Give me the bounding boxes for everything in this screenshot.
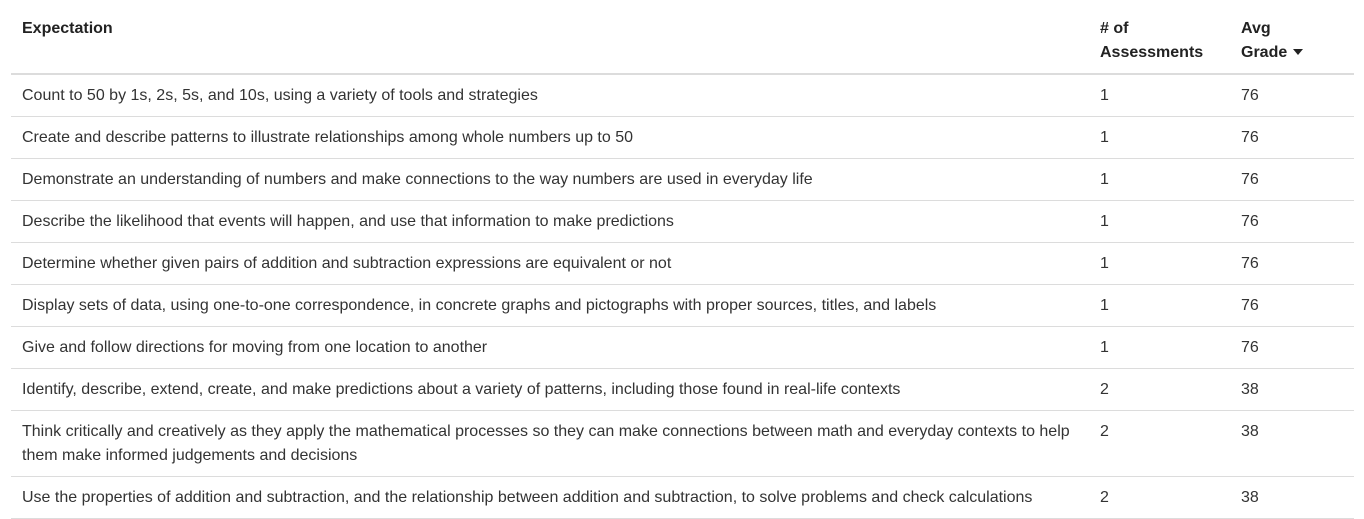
table-row bbox=[11, 75, 1354, 117]
avg-grade-cell: 76 bbox=[1241, 213, 1259, 230]
avg-grade-cell: 76 bbox=[1241, 297, 1259, 314]
avg-grade-cell: 38 bbox=[1241, 381, 1259, 398]
expectation-cell: Think critically and creatively as they apply the mathematical processes so they can make connections between math and everyday contexts to help them make informed judgements and decisions bbox=[22, 423, 1070, 464]
header-assessments-label-line1: # of bbox=[1100, 20, 1129, 37]
expectations-table bbox=[11, 0, 1354, 519]
expectation-cell: Identify, describe, extend, create, and make predictions about a variety of patterns, including those found in real-life contexts bbox=[22, 381, 901, 398]
avg-grade-cell: 76 bbox=[1241, 87, 1259, 104]
avg-grade-cell: 38 bbox=[1241, 489, 1259, 506]
assessments-cell: 2 bbox=[1100, 381, 1109, 398]
table-row bbox=[11, 117, 1354, 159]
header-avg-grade[interactable] bbox=[1232, 0, 1354, 73]
expectation-cell: Demonstrate an understanding of numbers and make connections to the way numbers are used in everyday life bbox=[22, 171, 813, 188]
assessments-cell: 1 bbox=[1100, 87, 1109, 104]
assessments-cell: 1 bbox=[1100, 129, 1109, 146]
header-avg-grade-label-line1: Avg bbox=[1241, 20, 1271, 37]
avg-grade-cell: 76 bbox=[1241, 129, 1259, 146]
header-assessments[interactable] bbox=[1088, 0, 1232, 73]
avg-grade-cell: 76 bbox=[1241, 339, 1259, 356]
expectation-cell: Describe the likelihood that events will happen, and use that information to make predictions bbox=[22, 213, 674, 230]
expectation-cell: Use the properties of addition and subtraction, and the relationship between addition and subtraction, to solve problems and check calculations bbox=[22, 489, 1033, 506]
table-row bbox=[11, 201, 1354, 243]
table-row bbox=[11, 285, 1354, 327]
header-expectation-label: Expectation bbox=[22, 20, 113, 37]
assessments-cell: 1 bbox=[1100, 171, 1109, 188]
expectation-cell: Count to 50 by 1s, 2s, 5s, and 10s, using a variety of tools and strategies bbox=[22, 87, 538, 104]
table-row bbox=[11, 369, 1354, 411]
table-row bbox=[11, 411, 1354, 477]
table-body bbox=[11, 75, 1354, 519]
expectation-cell: Determine whether given pairs of addition and subtraction expressions are equivalent or not bbox=[22, 255, 672, 272]
header-assessments-label-line2: Assessments bbox=[1100, 44, 1204, 61]
table-row bbox=[11, 327, 1354, 369]
assessments-cell: 1 bbox=[1100, 339, 1109, 356]
assessments-cell: 1 bbox=[1100, 255, 1109, 272]
expectation-cell: Give and follow directions for moving from one location to another bbox=[22, 339, 488, 356]
table-row bbox=[11, 159, 1354, 201]
expectation-cell: Create and describe patterns to illustrate relationships among whole numbers up to 50 bbox=[22, 129, 634, 146]
assessments-cell: 2 bbox=[1100, 489, 1109, 506]
assessments-cell: 2 bbox=[1100, 423, 1109, 440]
header-avg-grade-label-line2: Grade bbox=[1241, 44, 1288, 61]
expectation-cell: Display sets of data, using one-to-one correspondence, in concrete graphs and pictographs with proper sources, titles, and labels bbox=[22, 297, 937, 314]
assessments-cell: 1 bbox=[1100, 213, 1109, 230]
avg-grade-cell: 38 bbox=[1241, 423, 1259, 440]
avg-grade-cell: 76 bbox=[1241, 255, 1259, 272]
table-row bbox=[11, 243, 1354, 285]
assessments-cell: 1 bbox=[1100, 297, 1109, 314]
header-expectation[interactable] bbox=[11, 0, 1088, 73]
avg-grade-cell: 76 bbox=[1241, 171, 1259, 188]
caret-down-icon[interactable] bbox=[1293, 49, 1303, 55]
table-row bbox=[11, 477, 1354, 519]
table-header bbox=[11, 0, 1354, 75]
